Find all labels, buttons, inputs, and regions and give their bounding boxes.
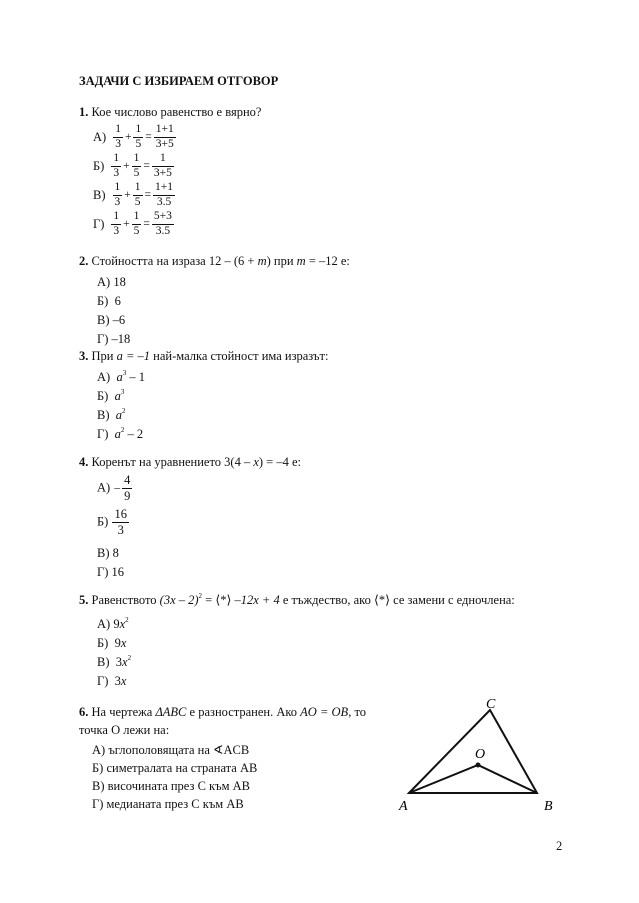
question-number: 6. — [79, 705, 89, 719]
question-2 — [79, 254, 350, 269]
question-text: Кое числово равенство е вярно? — [91, 105, 262, 119]
page-number: 2 — [556, 839, 563, 853]
question-4 — [79, 455, 301, 470]
question-text: се замени с едночлена: — [390, 593, 515, 607]
question-text: , то — [348, 705, 366, 719]
question-number: 3. — [79, 349, 89, 363]
question-6 — [79, 705, 366, 720]
question-3 — [79, 349, 328, 364]
segments-ao-ob — [409, 765, 537, 793]
answer-option[interactable]: Г) 3x — [97, 674, 127, 688]
answer-option[interactable]: Г) $\frac{1}{3}$ + $\frac{1}{5}$ = $\frac{5+3}{3.5}$ — [93, 210, 172, 237]
answer-option[interactable]: Б) 6 — [97, 294, 121, 308]
triangle-symbol: ΔABC — [155, 705, 187, 719]
question-text: На чертежа — [91, 705, 156, 719]
question-text: Коренът на уравнението 3(4 – — [91, 455, 254, 469]
answer-option[interactable]: В) $3x^2$ — [97, 654, 132, 669]
question-text: е разностранен. Ако — [186, 705, 301, 719]
placeholder-star: ⟨*⟩ — [374, 593, 391, 607]
question-number: 4. — [79, 455, 89, 469]
answer-option[interactable]: В) $a^2$ — [97, 407, 126, 422]
placeholder-star: ⟨*⟩ — [215, 593, 232, 607]
expression: (3x – 2) — [159, 593, 199, 607]
condition: AO = OB — [300, 705, 349, 719]
question-text: ) = –4 е: — [258, 455, 301, 469]
q5-options — [97, 615, 131, 691]
question-text: точка O лежи на: — [79, 723, 170, 737]
answer-option[interactable]: Г) –18 — [97, 332, 131, 346]
answer-option[interactable]: В) $\frac{1}{3}$ + $\frac{1}{5}$ = $\frac{1+1}{3.5}$ — [93, 181, 173, 208]
question-text: Равенството — [91, 593, 160, 607]
answer-option[interactable]: Б) симетралата на страната AB — [92, 761, 258, 775]
question-text: ) при — [266, 254, 297, 268]
variable: m — [296, 254, 306, 268]
condition: a = –1 — [116, 349, 151, 363]
answer-option[interactable]: Г) $a^2 - 2$ — [97, 426, 144, 441]
question-number: 1. — [79, 105, 89, 119]
variable: m — [257, 254, 267, 268]
answer-option[interactable]: А) – $\frac{4}{9}$ — [97, 473, 131, 503]
label-o: O — [475, 747, 486, 762]
question-number: 2. — [79, 254, 89, 268]
answer-option[interactable]: Г) 16 — [97, 565, 125, 579]
section-title: ЗАДАЧИ С ИЗБИРАЕМ ОТГОВОР — [79, 74, 279, 88]
expression: –12x + 4 — [231, 593, 280, 607]
answer-option[interactable]: Б) $\frac{16}{3}$ — [97, 507, 127, 537]
answer-option[interactable]: А) ъглополовящата на ∢ACB — [92, 743, 250, 757]
label-c: C — [486, 697, 496, 712]
question-text: = –12 е: — [305, 254, 350, 268]
triangle-abc — [409, 710, 537, 793]
q6-options — [92, 741, 257, 813]
answer-option[interactable]: В) височината през C към AB — [92, 779, 250, 793]
q2-options — [97, 273, 130, 349]
answer-option[interactable]: А) $9x^2$ — [97, 616, 129, 631]
answer-option[interactable]: А) $a^3 - 1$ — [97, 369, 145, 384]
label-a: A — [399, 799, 408, 814]
answer-option[interactable]: Б) $\frac{1}{3}$ + $\frac{1}{5}$ = $\frac{1}{3+5}$ — [93, 152, 172, 179]
point-o — [476, 763, 481, 768]
answer-option[interactable]: В) –6 — [97, 313, 126, 327]
answer-option[interactable]: Б) $a^3$ — [97, 388, 125, 403]
question-text: е тъждество, ако — [279, 593, 374, 607]
question-5: 5. Равенството (3x – 2)$^2$ = ⟨*⟩ –12x + 4 е тъждество, ако ⟨*⟩ се замени с едночлена: — [79, 592, 515, 607]
question-text: При — [91, 349, 117, 363]
question-number: 5. — [79, 593, 89, 607]
label-b: B — [544, 799, 553, 814]
q3-options — [97, 368, 145, 444]
answer-option[interactable]: А) $\frac{1}{3}$ + $\frac{1}{5}$ = $\frac{1+1}{3+5}$ — [93, 123, 174, 150]
question-text: най-малка стойност има изразът: — [150, 349, 329, 363]
answer-option[interactable]: Г) медианата през C към AB — [92, 797, 244, 811]
answer-option[interactable]: Б) 9x — [97, 636, 127, 650]
q4-options-rest — [97, 544, 124, 582]
variable: x — [253, 455, 259, 469]
triangle-figure — [390, 690, 570, 820]
question-1 — [79, 105, 261, 120]
answer-option[interactable]: А) 18 — [97, 275, 126, 289]
question-text: Стойността на израза 12 – (6 + — [91, 254, 258, 268]
answer-option[interactable]: В) 8 — [97, 546, 119, 560]
